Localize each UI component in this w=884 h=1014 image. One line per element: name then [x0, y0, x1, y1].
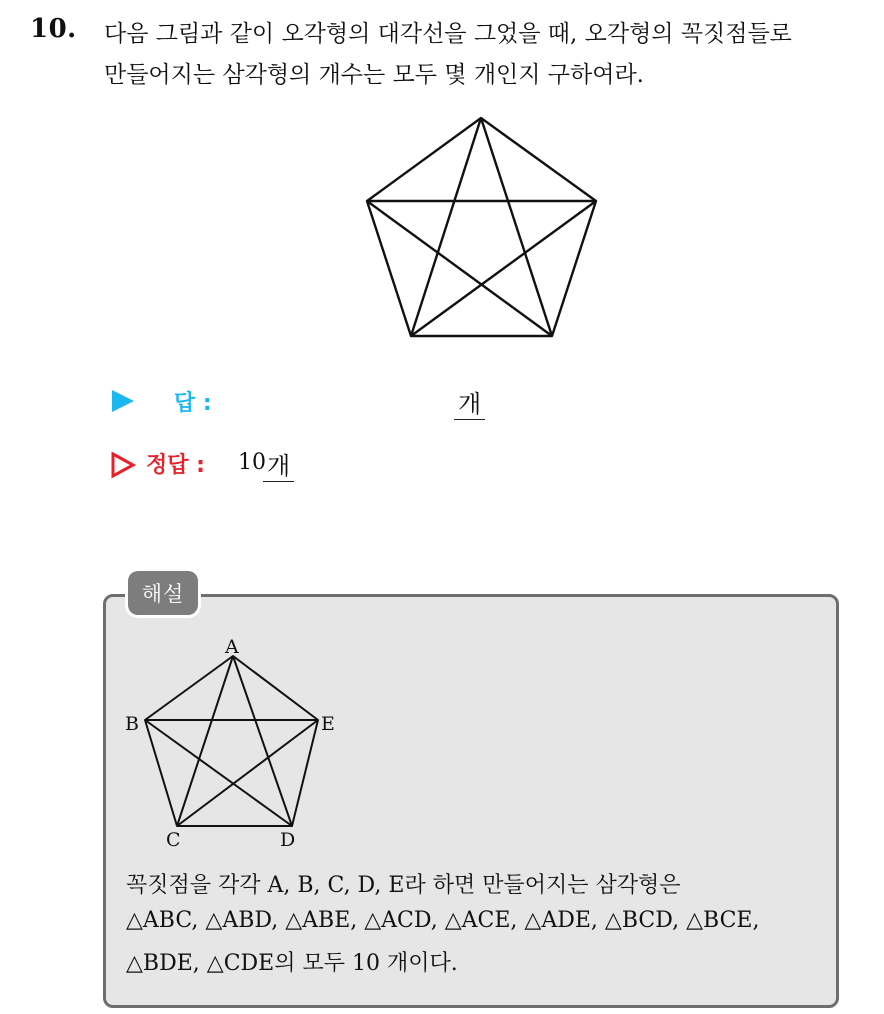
question-number: 10.	[30, 14, 77, 44]
question-text-line-2: 만들어지는 삼각형의 개수는 모두 몇 개인지 구하여라.	[104, 62, 644, 88]
solution-text-line-3: △BDE, △CDE의 모두 10 개이다.	[126, 951, 458, 976]
solution-text-line-1: 꼭짓점을 각각 A, B, C, D, E라 하면 만들어지는 삼각형은	[126, 873, 681, 898]
solution-text-line-2: △ABC, △ABD, △ABE, △ACD, △ACE, △ADE, △BCD, △BCE,	[126, 908, 760, 933]
vertex-label-c: C	[166, 829, 181, 851]
diagonal-AD	[233, 656, 292, 826]
labeled-pentagon-outline	[145, 656, 318, 826]
vertex-label-d: D	[280, 829, 296, 851]
vertex-label-e: E	[321, 713, 335, 735]
correct-answer-label: 정답 :	[146, 453, 205, 478]
solution-tag: 해설	[128, 571, 198, 615]
answer-blank-unit[interactable]: 개	[454, 384, 485, 420]
question-text-line-1: 다음 그림과 같이 오각형의 대각선을 그었을 때, 오각형의 꼭짓점들로	[104, 21, 792, 47]
correct-answer-unit: 개	[263, 446, 294, 482]
vertex-label-b: B	[125, 713, 139, 735]
diagonal-AC	[177, 656, 233, 826]
vertex-label-a: A	[225, 636, 239, 658]
diagonal-BD	[145, 720, 292, 826]
correct-answer-value: 10	[238, 450, 266, 475]
answer-label: 답 :	[174, 391, 212, 416]
